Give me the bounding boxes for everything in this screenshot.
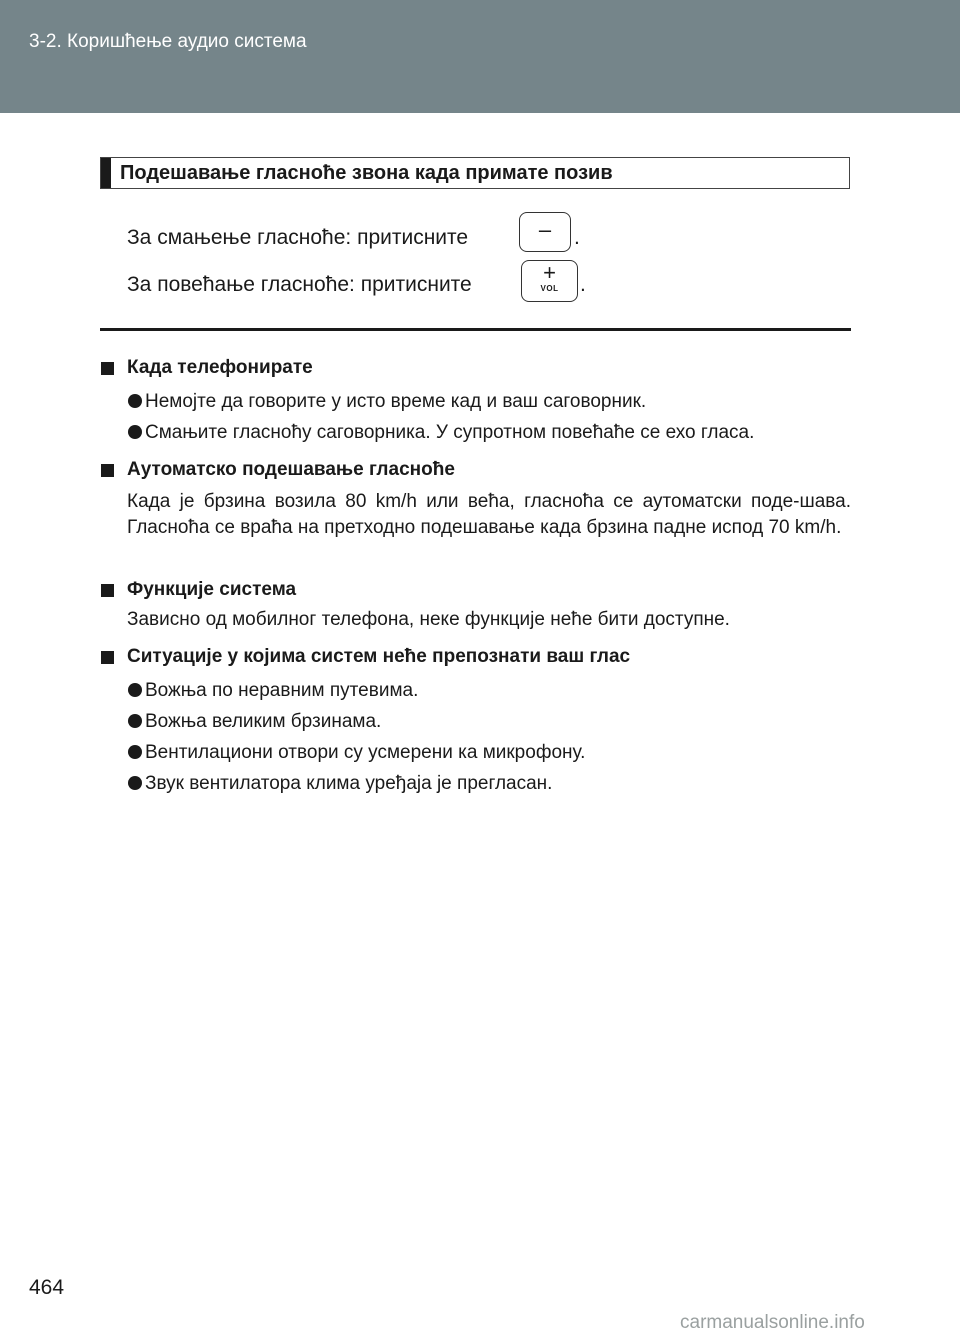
note-heading-phone-call: Када телефонирате	[127, 357, 313, 378]
period: .	[574, 226, 580, 249]
square-bullet-icon	[101, 464, 114, 477]
round-bullet-icon	[128, 394, 142, 408]
square-bullet-icon	[101, 584, 114, 597]
round-bullet-icon	[128, 425, 142, 439]
list-item: Звук вентилатора клима уређаја је прегласан.	[145, 773, 553, 794]
list-item: Вожња великим брзинама.	[145, 711, 382, 732]
note-text-auto-volume: Када је брзина возила 80 km/h или већа, гласноћа се аутоматски поде-шава. Гласноћа се враћа на претходно подешавање када брзина падне испод 70 km/h.	[127, 491, 851, 538]
vol-label: VOL	[540, 284, 559, 293]
note-heading-recognition: Ситуације у којима систем неће препознати ваш глас	[127, 646, 631, 667]
period: .	[580, 273, 586, 296]
square-bullet-icon	[101, 362, 114, 375]
volume-up-key-icon	[521, 260, 578, 302]
note-heading-functions: Функције система	[127, 579, 297, 600]
volume-down-key-icon	[519, 212, 571, 252]
list-item: Немојте да говорите у исто време кад и ваш саговорник.	[145, 391, 647, 412]
section-breadcrumb: 3-2. Коришћење аудио система	[29, 31, 307, 52]
list-item: Вожња по неравним путевима.	[145, 680, 419, 701]
minus-symbol: –	[538, 217, 552, 242]
page-header	[0, 0, 960, 113]
round-bullet-icon	[128, 714, 142, 728]
note-heading-auto-volume: Аутоматско подешавање гласноће	[127, 459, 455, 480]
decrease-volume-instruction: За смањење гласноће: притисните	[127, 226, 469, 249]
list-item: Смањите гласноћу саговорника. У супротном повећаће се ехо гласа.	[145, 422, 755, 443]
square-bullet-icon	[101, 651, 114, 664]
round-bullet-icon	[128, 776, 142, 790]
list-item: Вентилациони отвори су усмерени ка микрофону.	[145, 742, 586, 763]
page-number: 464	[29, 1276, 65, 1299]
section-marker	[101, 158, 111, 188]
section-title-bar	[100, 157, 850, 189]
section-title: Подешавање гласноће звона када примате позив	[120, 162, 613, 184]
round-bullet-icon	[128, 745, 142, 759]
section-divider	[100, 328, 851, 331]
round-bullet-icon	[128, 683, 142, 697]
increase-volume-instruction: За повећање гласноће: притисните	[127, 273, 472, 296]
note-text-functions: Зависно од мобилног телефона, неке функције неће бити доступне.	[127, 609, 730, 630]
plus-symbol: +	[543, 260, 556, 285]
watermark: carmanualsonline.info	[680, 1312, 865, 1333]
